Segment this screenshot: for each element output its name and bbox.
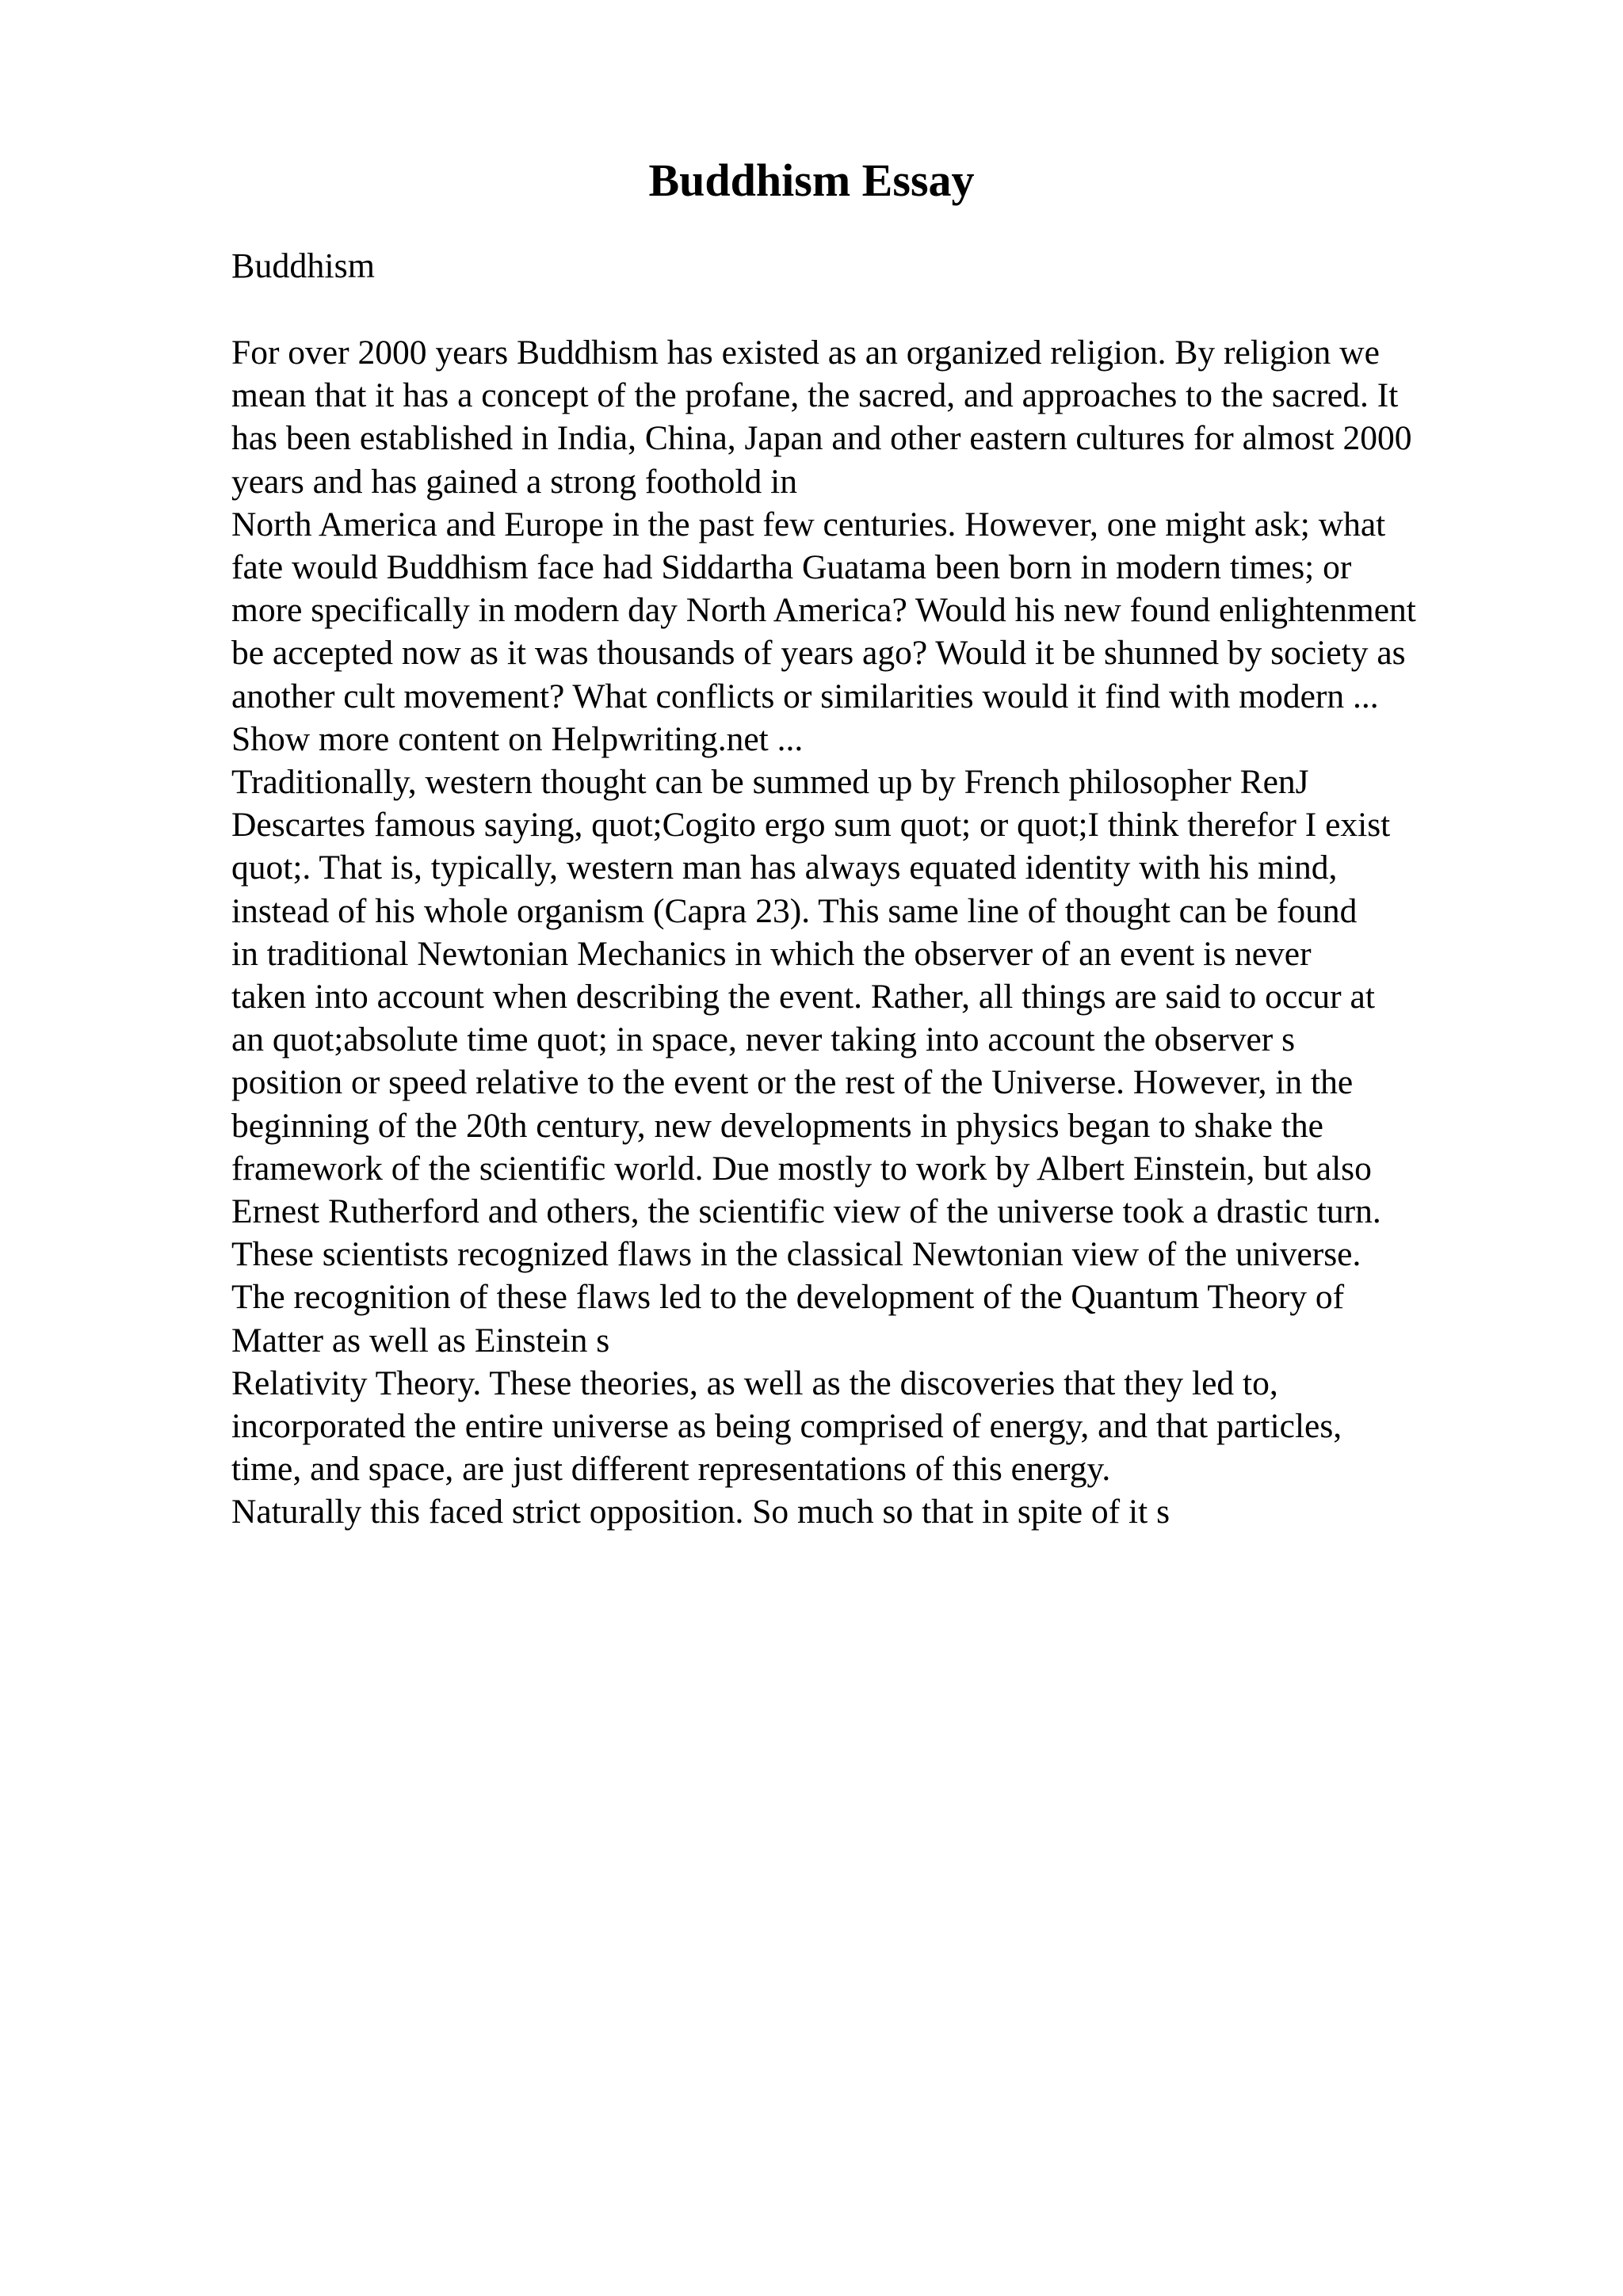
text-line: incorporated the entire universe as being comprised of energy, and that particles,: [231, 1407, 1342, 1446]
text-line: time, and space, are just different representations of this energy.: [231, 1450, 1111, 1489]
text-line: fate would Buddhism face had Siddartha Guatama been born in modern times; or: [231, 548, 1352, 587]
text-line: an quot;absolute time quot; in space, never taking into account the observer s: [231, 1020, 1296, 1059]
text-line: These scientists recognized flaws in the classical Newtonian view of the universe.: [231, 1235, 1361, 1274]
text-line: taken into account when describing the event. Rather, all things are said to occur at: [231, 978, 1375, 1016]
text-line: years and has gained a strong foothold in: [231, 462, 797, 501]
text-line: North America and Europe in the past few centuries. However, one might ask; what: [231, 505, 1386, 543]
text-line: more specifically in modern day North America? Would his new found enlightenment: [231, 591, 1416, 630]
text-line: in traditional Newtonian Mechanics in which the observer of an event is never: [231, 934, 1312, 973]
text-line: The recognition of these flaws led to the development of the Quantum Theory of: [231, 1278, 1345, 1317]
document-title: Buddhism Essay: [648, 154, 975, 206]
text-line: For over 2000 years Buddhism has existed as an organized religion. By religion we: [231, 334, 1380, 372]
text-line: quot;. That is, typically, western man has always equated identity with his mind,: [231, 849, 1338, 887]
text-line: framework of the scientific world. Due mostly to work by Albert Einstein, but also: [231, 1149, 1372, 1188]
text-line: another cult movement? What conflicts or similarities would it find with modern ...: [231, 677, 1379, 715]
text-line: has been established in India, China, Japan and other eastern cultures for almost 2000: [231, 419, 1412, 458]
text-line: Naturally this faced strict opposition. So much so that in spite of it s: [231, 1493, 1170, 1531]
text-line: Ernest Rutherford and others, the scientific view of the universe took a drastic turn.: [231, 1192, 1381, 1231]
text-line: be accepted now as it was thousands of years ago? Would it be shunned by society as: [231, 634, 1406, 673]
essay-body: [231, 331, 1416, 1534]
text-line: Matter as well as Einstein s: [231, 1321, 610, 1360]
text-line: beginning of the 20th century, new developments in physics began to shake the: [231, 1106, 1323, 1145]
text-line: instead of his whole organism (Capra 23). This same line of thought can be found: [231, 891, 1358, 930]
text-line: Descartes famous saying, quot;Cogito ergo sum quot; or quot;I think therefor I exist: [231, 806, 1391, 845]
text-line: Traditionally, western thought can be summed up by French philosopher RenJ: [231, 763, 1309, 802]
text-line: Relativity Theory. These theories, as well as the discoveries that they led to,: [231, 1363, 1278, 1402]
text-line: Show more content on Helpwriting.net ...: [231, 719, 804, 758]
text-line: mean that it has a concept of the profane, the sacred, and approaches to the sacred. It: [231, 376, 1399, 415]
document-subtitle: Buddhism: [231, 246, 375, 285]
text-line: position or speed relative to the event or the rest of the Universe. However, in the: [231, 1063, 1354, 1102]
